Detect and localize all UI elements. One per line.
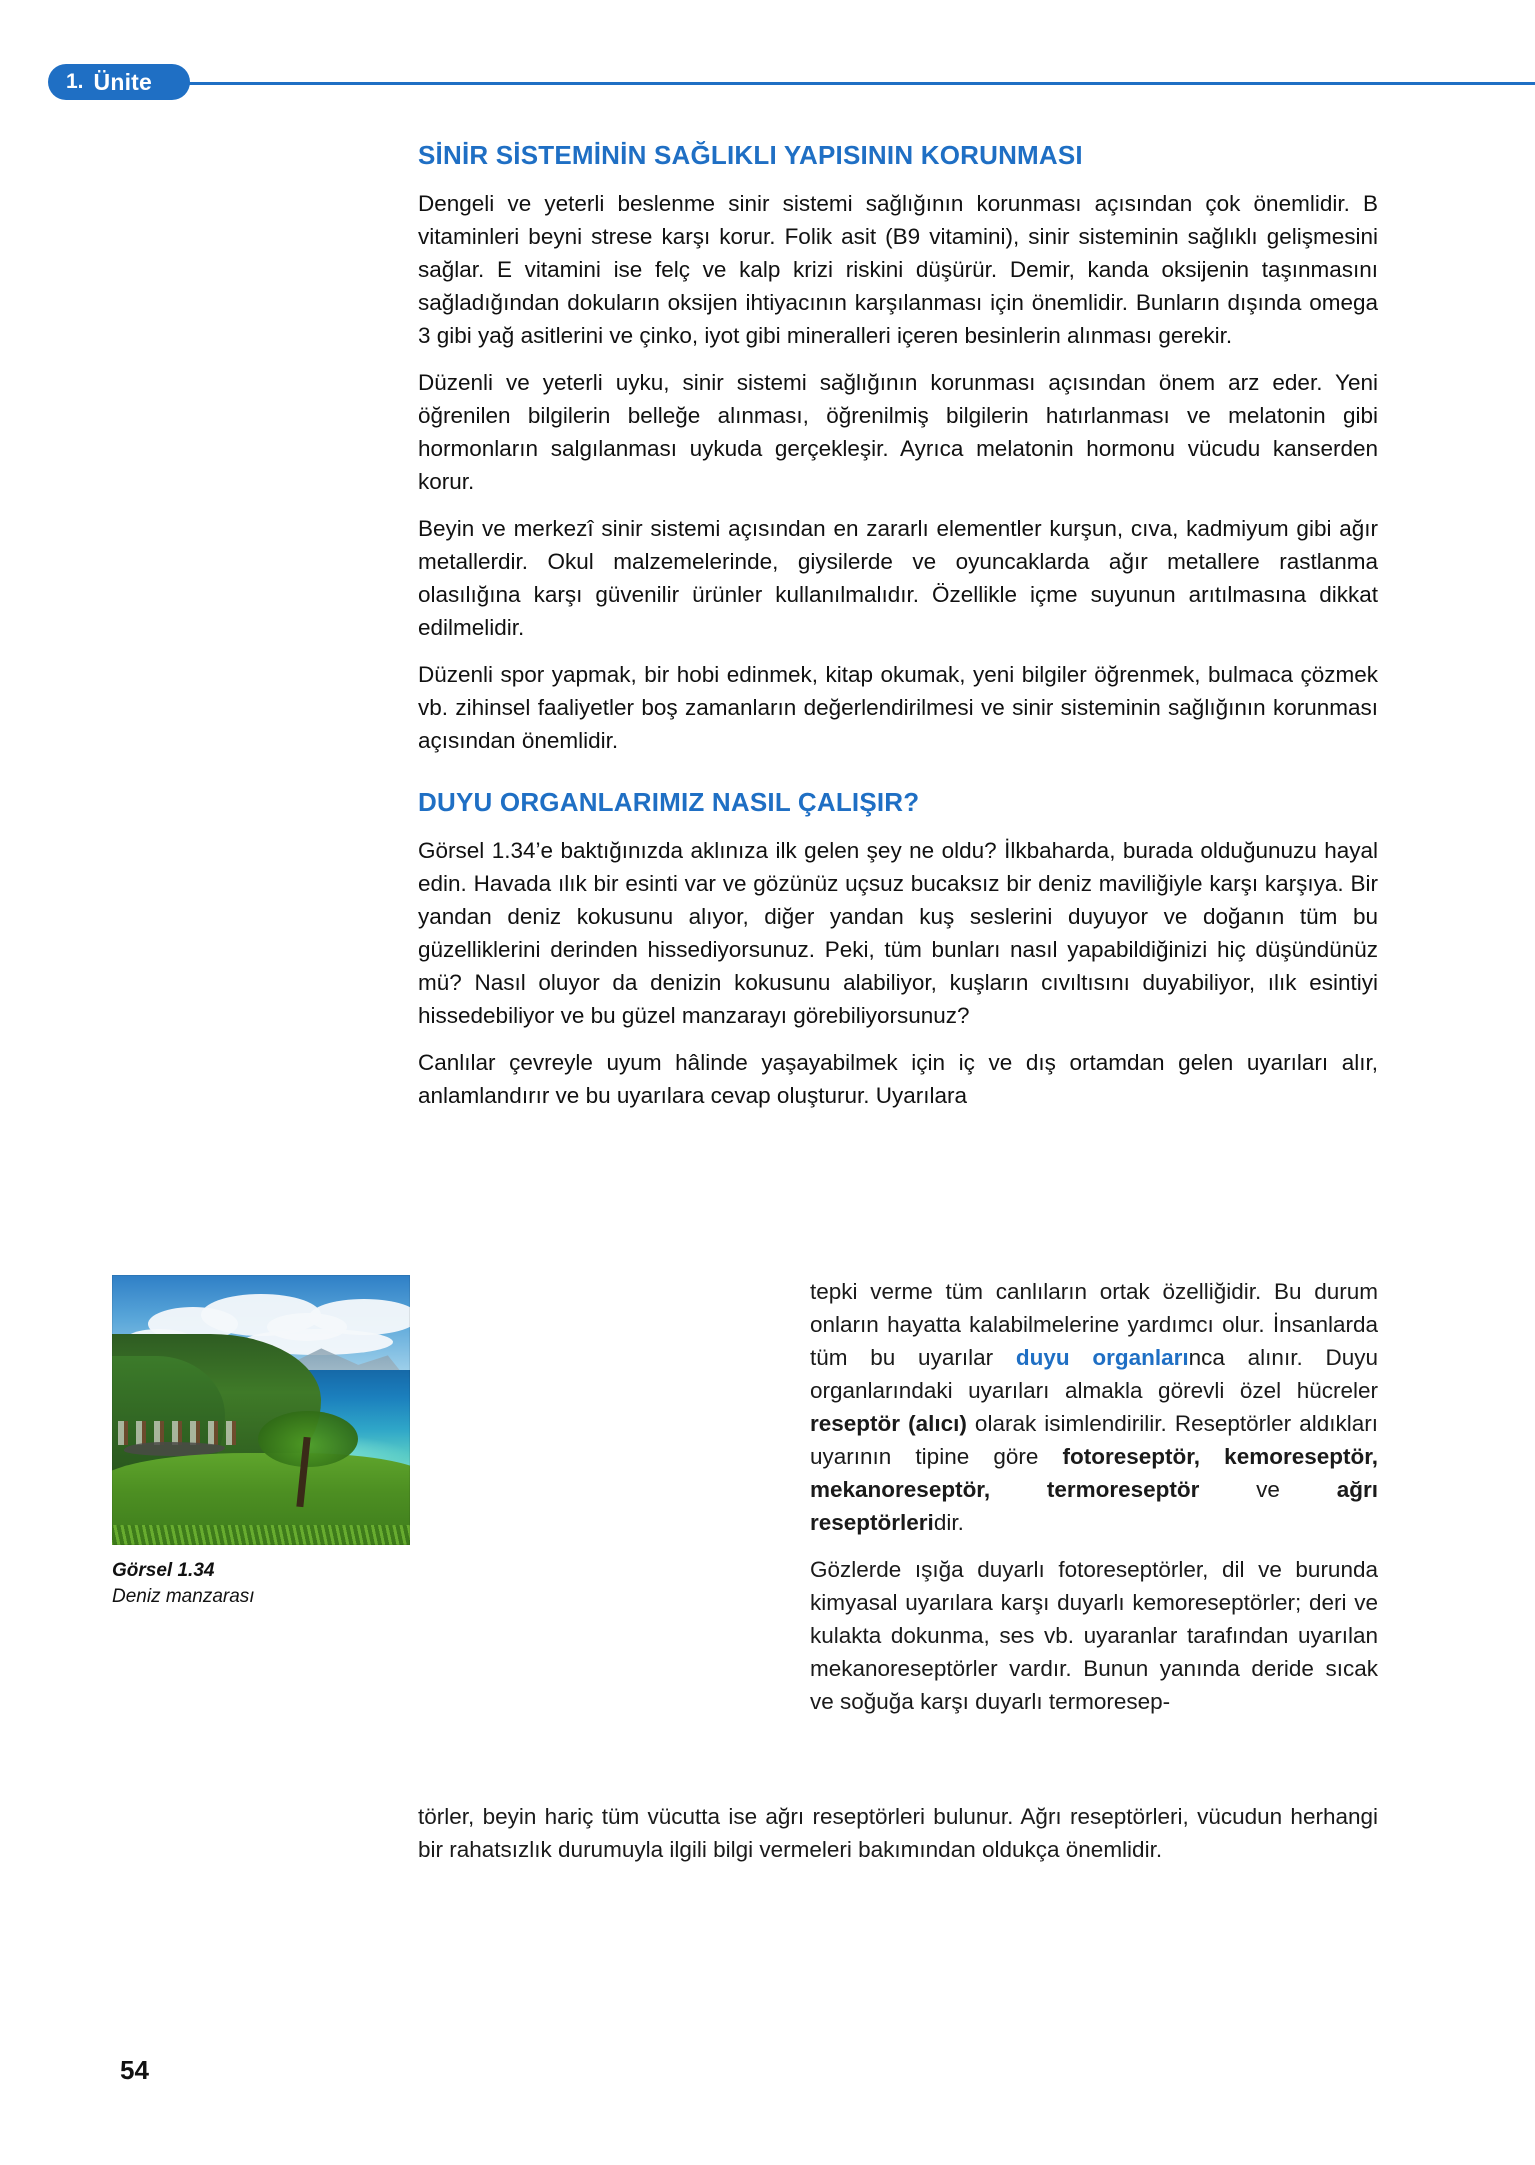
text-run: olarak isimlendirilir. Reseptörler aldıkları uyarının tipine göre [810,1411,1379,1469]
paragraph: Gözlerde ışığa duyarlı fotoreseptörler, dil ve burunda kimyasal uyarılara karşı duyarlı kemoreseptörler; deri ve kulakta dokunma, ses vb. uyaranlar tarafından uyarılan mekanoreseptörler vardır. Bunun yanında deride sıcak ve soğuğa karşı duyarlı termoresep- [810,1557,1378,1714]
keyword-reseptor-types: fotoreseptör, kemoreseptör, mekanoreseptör, termoreseptör [810,1444,1379,1502]
paragraph: Düzenli ve yeterli uyku, sinir sistemi sağlığının korunması açısından önem arz eder. Yeni öğrenilen bilgilerin belleğe alınması, öğrenilmiş bilgilerin hatırlanması ve melatonin gibi hormonların salgılanması uykuda gerçekleşir. Ayrıca melatonin hormonu vücudu kanserden korur. [418,370,1378,494]
paragraph: Beyin ve merkezî sinir sistemi açısından en zararlı elementler kurşun, cıva, kadmiyum gibi ağır metallerdir. Okul malzemelerinde, giysilerde ve oyuncaklarda ağır metallere rastlanma olasılığına karşı güvenilir ürünler kullanılmalıdır. Özellikle içme suyunun arıtılmasına dikkat edilmelidir. [418,516,1378,640]
text-run: tepki verme tüm canlıların ortak özelliğidir. Bu durum onların hayatta kalabilmelerine yardımcı olur. İnsanlarda tüm bu uyarılar [810,1279,1378,1370]
paragraph: Dengeli ve yeterli beslenme sinir sistemi sağlığının korunması açısından çok önemlidir. B vitaminleri beyni strese karşı korur. Folik asit (B9 vitamini), sinir sisteminin sağlıklı gelişmesini sağlar. E vitamini ise felç ve kalp krizi riskini düşürür. Demir, kanda oksijenin taşınmasını sağladığından dokuların oksijen ihtiyacının karşılanması için önemlidir. Bunların dışında omega 3 gibi yağ asitlerini ve çinko, iyot gibi mineralleri içeren besinlerin alınması gerekir. [418,191,1378,348]
paragraph: törler, beyin hariç tüm vücutta ise ağrı reseptörleri bulunur. Ağrı reseptörleri, vücudun herhangi bir rahatsızlık durumuyla ilgili bilgi vermeleri bakımından oldukça önemlidir. [418,1804,1378,1862]
unit-badge [48,64,190,100]
page-number: 54 [120,2055,149,2085]
tail-text-block [418,1800,1378,1866]
unit-number: 1. [66,70,84,93]
wrapped-text-column [810,1275,1378,1732]
page-header [0,56,1535,102]
paragraph: Canlılar çevreyle uyum hâlinde yaşayabilmek için iç ve dış ortamdan gelen uyarıları alır, anlamlandırır ve bu uyarılara cevap oluşturur. Uyarılara [418,1050,1378,1108]
figure-block [112,1275,410,1610]
unit-label: Ünite [93,68,153,95]
photo-canvas [112,1275,410,1545]
section-title-2: DUYU ORGANLARIMIZ NASIL ÇALIŞIR? [418,787,920,817]
keyword-duyu-organlari: duyu organları [1015,1345,1189,1370]
section-title-1: SİNİR SİSTEMİNİN SAĞLIKLI YAPISININ KORUNMASI [418,140,1083,170]
text-run: nca alınır. Duyu organlarındaki uyarıları almakla görevli özel hücreler [810,1345,1378,1403]
figure-description: Deniz manzarası [112,1586,255,1607]
tree-icon [252,1411,362,1507]
seascape-photo [112,1275,410,1545]
main-content [418,140,1378,1126]
grass-texture [112,1525,410,1545]
header-rule [150,82,1535,85]
paragraph: Düzenli spor yapmak, bir hobi edinmek, kitap okumak, yeni bilgiler öğrenmek, bulmaca çözmek vb. zihinsel faaliyetler boş zamanların değerlendirilmesi ve sinir sisteminin sağlığının korunması açısından önemlidir. [418,662,1378,753]
keyword-agri-reseptorleri: ağrı reseptörleri [810,1477,1378,1535]
figure-caption [112,1558,410,1610]
keyword-reseptor: reseptör (alıcı) [810,1411,967,1436]
text-run: ve [1199,1477,1337,1502]
text-run: dir. [933,1510,964,1535]
paragraph-with-keywords [810,1275,1378,1539]
figure-label: Görsel 1.34 [112,1560,215,1581]
paragraph: Görsel 1.34’e baktığınızda aklınıza ilk gelen şey ne oldu? İlkbaharda, burada olduğunuzu hayal edin. Havada ılık bir esinti var ve gözünüz uçsuz bucaksız bir deniz maviliğiyle karşı karşıya. Bir yandan deniz kokusunu alıyor, diğer yandan kuş seslerini duyuyor ve doğanın tüm bu güzelliklerini derinden hissediyorsunuz. Peki, tüm bunları nasıl yapabildiğinizi hiç düşündünüz mü? Nasıl oluyor da denizin kokusunu alabiliyor, kuşların cıvıltısını duyabiliyor, ılık esintiyi hissedebiliyor ve bu güzel manzarayı görebiliyorsunuz? [418,838,1378,1028]
